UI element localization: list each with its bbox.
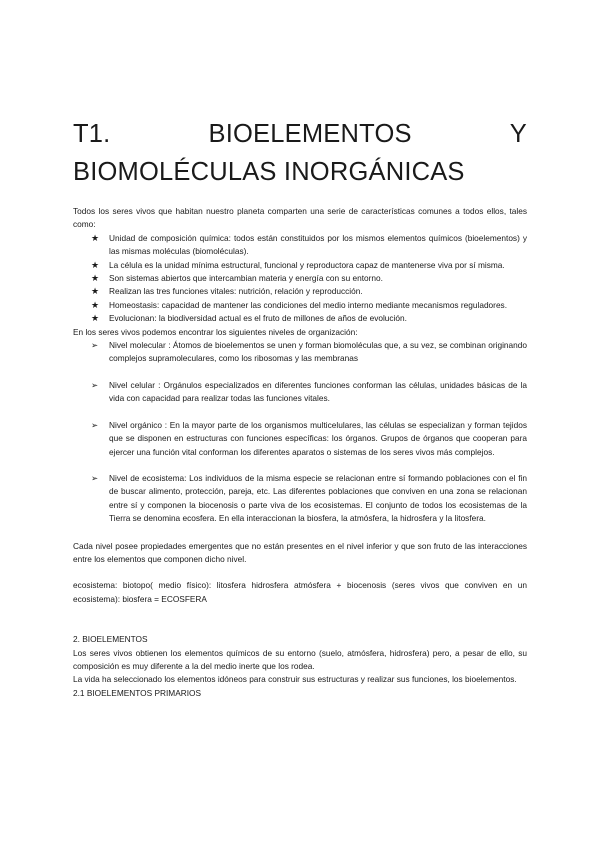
title-word-y: Y [509,120,527,148]
emergent-properties-paragraph: Cada nivel posee propiedades emergentes que no están presentes en el nivel inferior y que son fruto de las interacciones entre los elementos que componen dicho nivel. [73,540,527,564]
section-paragraph-1: Los seres vivos obtienen los elementos químicos de su entorno (suelo, atmósfera, hidrosfera) pero, a pesar de ello, su composición es muy diferente a la del medio inerte que los rodea. [73,647,527,671]
star-bullet-icon: ★ [91,259,100,270]
list-item [73,312,527,325]
list-item-text: Evolucionan: la biodiversidad actual es el fruto de millones de años de evolución. [109,313,407,324]
list-item [73,379,527,406]
intro-paragraph: Todos los seres vivos que habitan nuestro planeta comparten una serie de características comunes a todos ellos, tales como: [73,206,527,230]
title-line-1 [73,115,527,153]
title-word-bioelementos: BIOELEMENTOS [208,120,412,148]
star-bullet-icon: ★ [91,313,100,324]
section-heading: 2. BIOELEMENTOS [73,634,148,645]
list-item-text: Nivel celular : Orgánulos especializados en diferentes funciones conforman las células, unidades básicas de la vida con capacidad para realizar todas las funciones vitales. [109,379,527,404]
levels-intro: En los seres vivos podemos encontrar los siguientes niveles de organización: [73,326,358,337]
subsection-heading: 2.1 BIOELEMENTOS PRIMARIOS [73,687,202,698]
list-item-text: Nivel de ecosistema: Los individuos de la misma especie se relacionan entre sí formando poblaciones con el fin de buscar alimento, protección, pareja, etc. Las diferentes poblaciones que conviven en una zona se relacionan entre sí y componen la biocenosis o parte viva de los ecosistemas. El conjunto de todos los ecosistemas de la Tierra se denomina ecosfera. En ella interaccionan la biosfera, la atmósfera, la hidrosfera y la litosfera. [109,472,527,524]
star-bullet-icon: ★ [91,286,100,297]
document-body [73,205,527,700]
list-item-text: Nivel molecular : Átomos de bioelementos se unen y forman biomoléculas que, a su vez, se combinan originando complejos supramoleculares, como los ribosomas y las membranas [109,340,527,364]
page-title [73,115,527,191]
list-item [73,259,527,272]
title-word-t1: T1. [73,120,111,148]
list-item-text: La célula es la unidad mínima estructural, funcional y reproductora capaz de mantenerse viva por sí misma. [109,259,505,270]
list-item [73,472,527,526]
list-item-text: Realizan las tres funciones vitales: nutrición, relación y reproducción. [109,286,363,297]
list-item [73,285,527,298]
list-item-text: Unidad de composición química: todos están constituidos por los mismos elementos químicos (bioelementos) y las mismas moléculas (biomoléculas). [109,232,527,257]
arrow-bullet-icon: ➢ [91,419,99,430]
list-item [73,339,527,366]
arrow-bullet-icon: ➢ [91,340,99,351]
list-item-text: Nivel orgánico : En la mayor parte de los organismos multicelulares, las células se especializan y forman tejidos que se disponen en estructuras con funciones específicas: los órganos. Grupos de órganos que cooperan para ejercer una función vital conforman los diferentes aparatos o sistemas de los seres vivos más complejos. [109,419,527,457]
star-bullet-icon: ★ [91,299,100,310]
list-item-text: Homeostasis: capacidad de mantener las condiciones del medio interno mediante mecanismos reguladores. [109,299,508,310]
arrow-bullet-icon: ➢ [91,379,99,390]
list-item [73,299,527,312]
star-bullet-icon: ★ [91,232,100,243]
levels-list [73,339,527,525]
characteristics-list [73,232,527,326]
arrow-bullet-icon: ➢ [91,472,99,483]
star-bullet-icon: ★ [91,273,100,284]
list-item-text: Son sistemas abiertos que intercambian materia y energía con su entorno. [109,273,383,284]
list-item [73,272,527,285]
list-item [73,232,527,259]
ecosystem-definition: ecosistema: biotopo( medio físico): litosfera hidrosfera atmósfera + biocenosis (seres vivos que conviven en un ecosistema): biosfera = ECOSFERA [73,580,527,604]
section-paragraph-2: La vida ha seleccionado los elementos idóneos para construir sus estructuras y realizar sus funciones, los bioelementos. [73,674,517,685]
list-item [73,419,527,459]
title-line-2: BIOMOLÉCULAS INORGÁNICAS [73,158,465,186]
